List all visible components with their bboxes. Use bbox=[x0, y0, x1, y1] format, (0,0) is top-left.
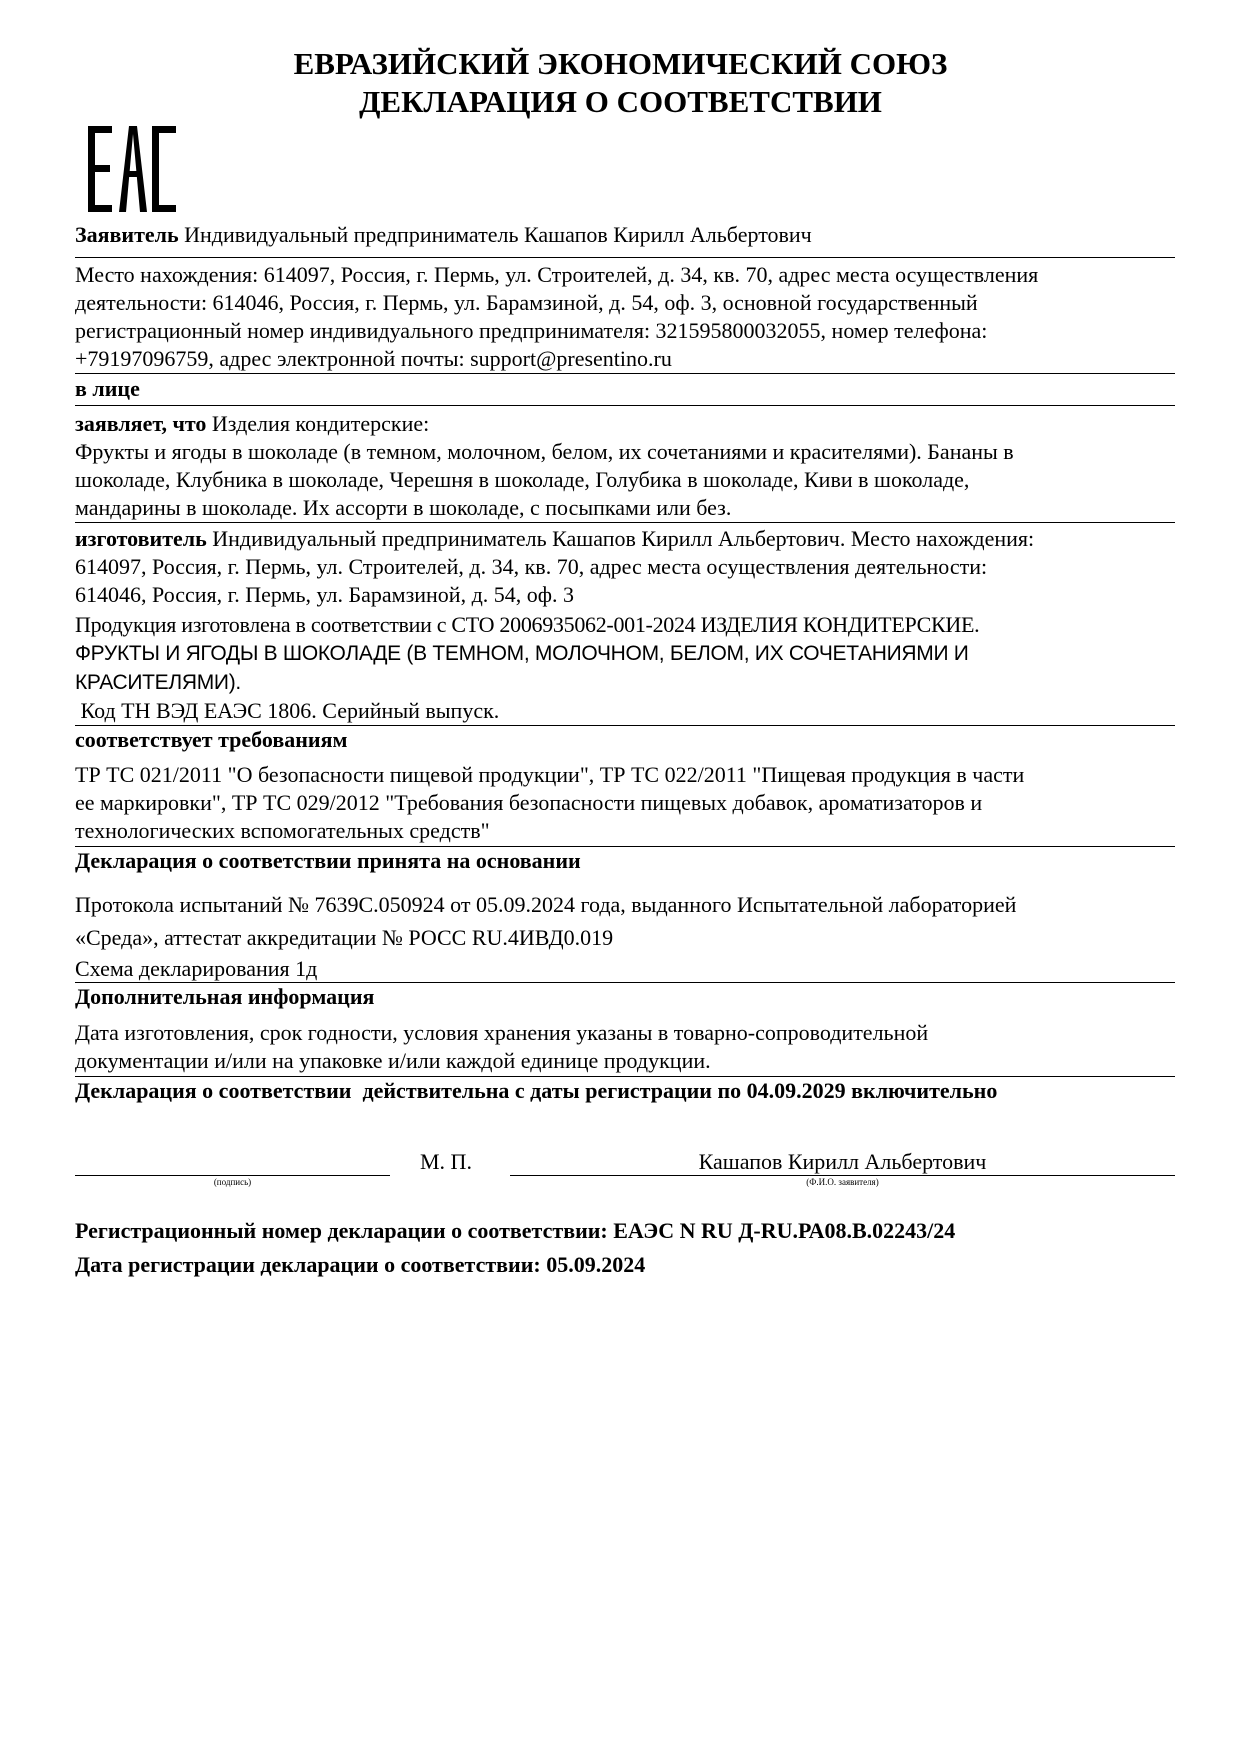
name-line bbox=[510, 1175, 1175, 1176]
signature-caption: (подпись) bbox=[213, 1177, 252, 1187]
applicant-row bbox=[75, 221, 1175, 249]
divider bbox=[75, 522, 1175, 523]
divider bbox=[75, 405, 1175, 406]
basis-line: Протокола испытаний № 7639С.050924 от 05.09.2024 года, выданного Испытательной лабораторией bbox=[75, 892, 1017, 917]
applicant-value: Индивидуальный предприниматель Кашапов Кирилл Альбертович bbox=[184, 222, 812, 247]
registration-number: Регистрационный номер декларации о соответствии: ЕАЭС N RU Д-RU.РА08.В.02243/24 bbox=[75, 1218, 956, 1243]
hs-code-line: Код ТН ВЭД ЕАЭС 1806. Серийный выпуск. bbox=[75, 698, 500, 723]
scheme-line: Схема декларирования 1д bbox=[75, 956, 318, 981]
applicant-name: Кашапов Кирилл Альбертович bbox=[698, 1149, 987, 1174]
divider bbox=[75, 373, 1175, 374]
header-title-line1: ЕВРАЗИЙСКИЙ ЭКОНОМИЧЕСКИЙ СОЮЗ bbox=[293, 46, 948, 81]
location-line: деятельности: 614046, Россия, г. Пермь, ул. Барамзиной, д. 54, оф. 3, основной государственный bbox=[75, 290, 978, 315]
signature-line bbox=[75, 1175, 390, 1176]
eac-logo bbox=[88, 126, 176, 212]
standard-line: КРАСИТЕЛЯМИ). bbox=[75, 671, 241, 694]
manufacturer-row bbox=[75, 525, 1175, 553]
manufacturer-label: изготовитель bbox=[75, 526, 207, 551]
basis-block bbox=[75, 888, 1175, 954]
location-block bbox=[75, 261, 1175, 373]
declares-label: заявляет, что bbox=[75, 411, 207, 436]
applicant-label: Заявитель bbox=[75, 222, 179, 247]
manufacturer-line: 614046, Россия, г. Пермь, ул. Барамзиной, д. 54, оф. 3 bbox=[75, 582, 575, 607]
requirements-block bbox=[75, 761, 1175, 845]
divider bbox=[75, 257, 1175, 258]
product-line: шоколаде, Клубника в шоколаде, Черешня в шоколаде, Голубика в шоколаде, Киви в шоколаде, bbox=[75, 467, 970, 492]
header-title-line2: ДЕКЛАРАЦИЯ О СООТВЕТСТВИИ bbox=[359, 84, 882, 119]
requirements-line: технологических вспомогательных средств" bbox=[75, 818, 490, 843]
basis-line: «Среда», аттестат аккредитации № РОСС RU.4ИВД0.019 bbox=[75, 925, 614, 950]
product-line: мандарины в шоколаде. Их ассорти в шоколаде, с посыпками или без. bbox=[75, 495, 732, 520]
standard-line: Продукция изготовлена в соответствии с СТО 2006935062-001-2024 ИЗДЕЛИЯ КОНДИТЕРСКИЕ. bbox=[75, 612, 980, 637]
requirements-line: ТР ТС 021/2011 "О безопасности пищевой продукции", ТР ТС 022/2011 "Пищевая продукция в части bbox=[75, 762, 1025, 787]
additional-label: Дополнительная информация bbox=[75, 984, 375, 1009]
represented-by-label: в лице bbox=[75, 376, 140, 401]
location-line: Место нахождения: 614097, Россия, г. Пермь, ул. Строителей, д. 34, кв. 70, адрес места осуществления bbox=[75, 262, 1039, 287]
location-line: +79197096759, адрес электронной почты: support@presentino.ru bbox=[75, 346, 672, 371]
location-line: регистрационный номер индивидуального предпринимателя: 321595800032055, номер телефона: bbox=[75, 318, 988, 343]
validity-text: Декларация о соответствии действительна с даты регистрации по 04.09.2029 включительно bbox=[75, 1078, 998, 1103]
requirements-line: ее маркировки", ТР ТС 029/2012 "Требования безопасности пищевых добавок, ароматизаторов и bbox=[75, 790, 983, 815]
product-line: Фрукты и ягоды в шоколаде (в темном, молочном, белом, их сочетаниями и красителями). Бананы в bbox=[75, 439, 1014, 464]
manufacturer-block bbox=[75, 525, 1175, 609]
additional-block bbox=[75, 1019, 1175, 1075]
declares-value: Изделия кондитерские: bbox=[211, 411, 430, 436]
registration-date: Дата регистрации декларации о соответствии: 05.09.2024 bbox=[75, 1252, 646, 1277]
additional-line: Дата изготовления, срок годности, условия хранения указаны в товарно-сопроводительной bbox=[75, 1020, 929, 1045]
standard-line: ФРУКТЫ И ЯГОДЫ В ШОКОЛАДЕ (В ТЕМНОМ, МОЛОЧНОМ, БЕЛОМ, ИХ СОЧЕТАНИЯМИ И bbox=[75, 642, 969, 665]
declares-block bbox=[75, 410, 1175, 522]
manufacturer-line: 614097, Россия, г. Пермь, ул. Строителей, д. 34, кв. 70, адрес места осуществления деятельности: bbox=[75, 554, 988, 579]
requirements-label: соответствует требованиям bbox=[75, 727, 348, 752]
additional-line: документации и/или на упаковке и/или каждой единице продукции. bbox=[75, 1048, 711, 1073]
basis-label: Декларация о соответствии принята на основании bbox=[75, 848, 581, 873]
manufacturer-value: Индивидуальный предприниматель Кашапов Кирилл Альбертович. Место нахождения: bbox=[212, 526, 1035, 551]
name-caption: (Ф.И.О. заявителя) bbox=[806, 1177, 879, 1187]
standard-block bbox=[75, 610, 1175, 697]
declares-row bbox=[75, 410, 1175, 438]
stamp-label: М. П. bbox=[420, 1149, 472, 1174]
